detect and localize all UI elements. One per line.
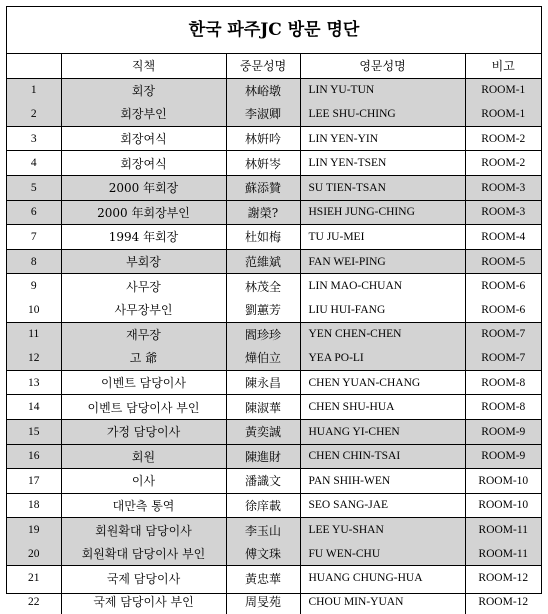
row-room: ROOM-3 <box>465 200 541 225</box>
row-number: 19 <box>7 518 61 542</box>
row-cn-name: 林峪墩 <box>226 78 300 102</box>
row-cn-name: 劉蕙芳 <box>226 298 300 322</box>
row-title: 1994 年회장 <box>61 225 226 250</box>
row-title: 회원확대 담당이사 <box>61 518 226 542</box>
row-en-name: FU WEN-CHU <box>300 542 465 566</box>
row-number: 18 <box>7 493 61 518</box>
row-room: ROOM-12 <box>465 566 541 590</box>
row-en-name: LIU HUI-FANG <box>300 298 465 322</box>
row-title: 이벤트 담당이사 <box>61 370 226 395</box>
table-row <box>7 322 541 346</box>
row-room: ROOM-12 <box>465 590 541 614</box>
row-cn-name: 范維斌 <box>226 249 300 274</box>
row-en-name: TU JU-MEI <box>300 225 465 250</box>
header-cn-name: 중문성명 <box>226 54 300 79</box>
table-header-row <box>7 54 541 79</box>
row-cn-name: 李玉山 <box>226 518 300 542</box>
row-cn-name: 陳淑華 <box>226 395 300 420</box>
row-room: ROOM-6 <box>465 274 541 298</box>
row-en-name: CHEN CHIN-TSAI <box>300 444 465 469</box>
table-row <box>7 225 541 250</box>
row-title: 고 爺 <box>61 346 226 370</box>
table-row <box>7 126 541 151</box>
row-title: 회원확대 담당이사 부인 <box>61 542 226 566</box>
row-en-name: PAN SHIH-WEN <box>300 469 465 494</box>
page-title: 한국 파주JC 방문 명단 <box>188 20 360 40</box>
row-number: 11 <box>7 322 61 346</box>
row-title: 가정 담당이사 <box>61 419 226 444</box>
row-en-name: LEE SHU-CHING <box>300 102 465 126</box>
row-number: 6 <box>7 200 61 225</box>
row-cn-name: 陳進財 <box>226 444 300 469</box>
row-number: 9 <box>7 274 61 298</box>
visitor-table <box>7 53 541 614</box>
row-cn-name: 蘇添贊 <box>226 175 300 200</box>
row-title: 회장여식 <box>61 151 226 176</box>
row-title: 이사 <box>61 469 226 494</box>
row-room: ROOM-1 <box>465 102 541 126</box>
row-en-name: LEE YU-SHAN <box>300 518 465 542</box>
row-title: 회장여식 <box>61 126 226 151</box>
table-row <box>7 370 541 395</box>
row-number: 3 <box>7 126 61 151</box>
row-room: ROOM-5 <box>465 249 541 274</box>
row-title: 2000 年회장 <box>61 175 226 200</box>
table-row <box>7 175 541 200</box>
row-number: 17 <box>7 469 61 494</box>
header-title: 직책 <box>61 54 226 79</box>
row-number: 7 <box>7 225 61 250</box>
table-row <box>7 419 541 444</box>
table-row <box>7 274 541 298</box>
row-number: 2 <box>7 102 61 126</box>
row-title: 회장부인 <box>61 102 226 126</box>
row-cn-name: 徐庠載 <box>226 493 300 518</box>
row-room: ROOM-6 <box>465 298 541 322</box>
row-room: ROOM-9 <box>465 444 541 469</box>
table-row <box>7 151 541 176</box>
row-en-name: YEN CHEN-CHEN <box>300 322 465 346</box>
row-room: ROOM-11 <box>465 542 541 566</box>
row-title: 대만측 통역 <box>61 493 226 518</box>
row-en-name: LIN YEN-TSEN <box>300 151 465 176</box>
header-remark: 비고 <box>465 54 541 79</box>
table-row <box>7 298 541 322</box>
row-en-name: FAN WEI-PING <box>300 249 465 274</box>
row-en-name: SU TIEN-TSAN <box>300 175 465 200</box>
row-en-name: HUANG CHUNG-HUA <box>300 566 465 590</box>
row-cn-name: 謝榮? <box>226 200 300 225</box>
row-en-name: HUANG YI-CHEN <box>300 419 465 444</box>
row-number: 14 <box>7 395 61 420</box>
row-room: ROOM-1 <box>465 78 541 102</box>
row-number: 16 <box>7 444 61 469</box>
row-room: ROOM-10 <box>465 469 541 494</box>
row-cn-name: 潘識文 <box>226 469 300 494</box>
table-row <box>7 518 541 542</box>
row-title: 사무장부인 <box>61 298 226 322</box>
row-cn-name: 陳永昌 <box>226 370 300 395</box>
row-number: 8 <box>7 249 61 274</box>
row-title: 2000 年회장부인 <box>61 200 226 225</box>
row-number: 1 <box>7 78 61 102</box>
row-cn-name: 杜如梅 <box>226 225 300 250</box>
row-en-name: LIN YEN-YIN <box>300 126 465 151</box>
table-row <box>7 249 541 274</box>
table-row <box>7 78 541 102</box>
row-title: 재무장 <box>61 322 226 346</box>
row-number: 5 <box>7 175 61 200</box>
row-en-name: CHEN YUAN-CHANG <box>300 370 465 395</box>
row-cn-name: 燁伯立 <box>226 346 300 370</box>
row-en-name: HSIEH JUNG-CHING <box>300 200 465 225</box>
table-row <box>7 346 541 370</box>
row-title: 국제 담당이사 부인 <box>61 590 226 614</box>
row-number: 10 <box>28 303 40 316</box>
table-row <box>7 469 541 494</box>
row-number: 21 <box>7 566 61 590</box>
row-room: ROOM-11 <box>465 518 541 542</box>
row-cn-name: 傅文珠 <box>226 542 300 566</box>
table-row <box>7 493 541 518</box>
row-en-name: SEO SANG-JAE <box>300 493 465 518</box>
row-room: ROOM-3 <box>465 175 541 200</box>
row-en-name: LIN MAO-CHUAN <box>300 274 465 298</box>
row-title: 회원 <box>61 444 226 469</box>
header-no <box>7 54 61 79</box>
visitor-list-sheet <box>6 6 542 610</box>
row-cn-name: 黃奕誠 <box>226 419 300 444</box>
row-room: ROOM-2 <box>465 126 541 151</box>
table-row <box>7 200 541 225</box>
row-cn-name: 周旻苑 <box>226 590 300 614</box>
row-cn-name: 李淑卿 <box>226 102 300 126</box>
row-room: ROOM-8 <box>465 370 541 395</box>
row-title: 국제 담당이사 <box>61 566 226 590</box>
row-cn-name: 林茂全 <box>226 274 300 298</box>
row-cn-name: 黃忠華 <box>226 566 300 590</box>
row-room: ROOM-8 <box>465 395 541 420</box>
table-row <box>7 102 541 126</box>
row-en-name: CHOU MIN-YUAN <box>300 590 465 614</box>
row-title: 회장 <box>61 78 226 102</box>
row-room: ROOM-7 <box>465 346 541 370</box>
row-room: ROOM-2 <box>465 151 541 176</box>
table-row <box>7 395 541 420</box>
row-number: 20 <box>7 542 61 566</box>
row-en-name: YEA PO-LI <box>300 346 465 370</box>
row-en-name: LIN YU-TUN <box>300 78 465 102</box>
table-row <box>7 566 541 590</box>
row-room: ROOM-7 <box>465 322 541 346</box>
row-cn-name: 林姸吟 <box>226 126 300 151</box>
row-room: ROOM-9 <box>465 419 541 444</box>
row-cn-name: 閻珍珍 <box>226 322 300 346</box>
row-title: 이벤트 담당이사 부인 <box>61 395 226 420</box>
row-number: 4 <box>7 151 61 176</box>
row-number: 12 <box>7 346 61 370</box>
row-title: 사무장 <box>61 274 226 298</box>
row-title: 부회장 <box>61 249 226 274</box>
table-row <box>7 444 541 469</box>
table-row <box>7 542 541 566</box>
row-room: ROOM-4 <box>465 225 541 250</box>
row-number: 15 <box>7 419 61 444</box>
row-en-name: CHEN SHU-HUA <box>300 395 465 420</box>
row-cn-name: 林姸岑 <box>226 151 300 176</box>
row-room: ROOM-10 <box>465 493 541 518</box>
row-number: 22 <box>28 595 40 608</box>
header-en-name: 영문성명 <box>300 54 465 79</box>
row-number: 13 <box>7 370 61 395</box>
table-row <box>7 590 541 614</box>
